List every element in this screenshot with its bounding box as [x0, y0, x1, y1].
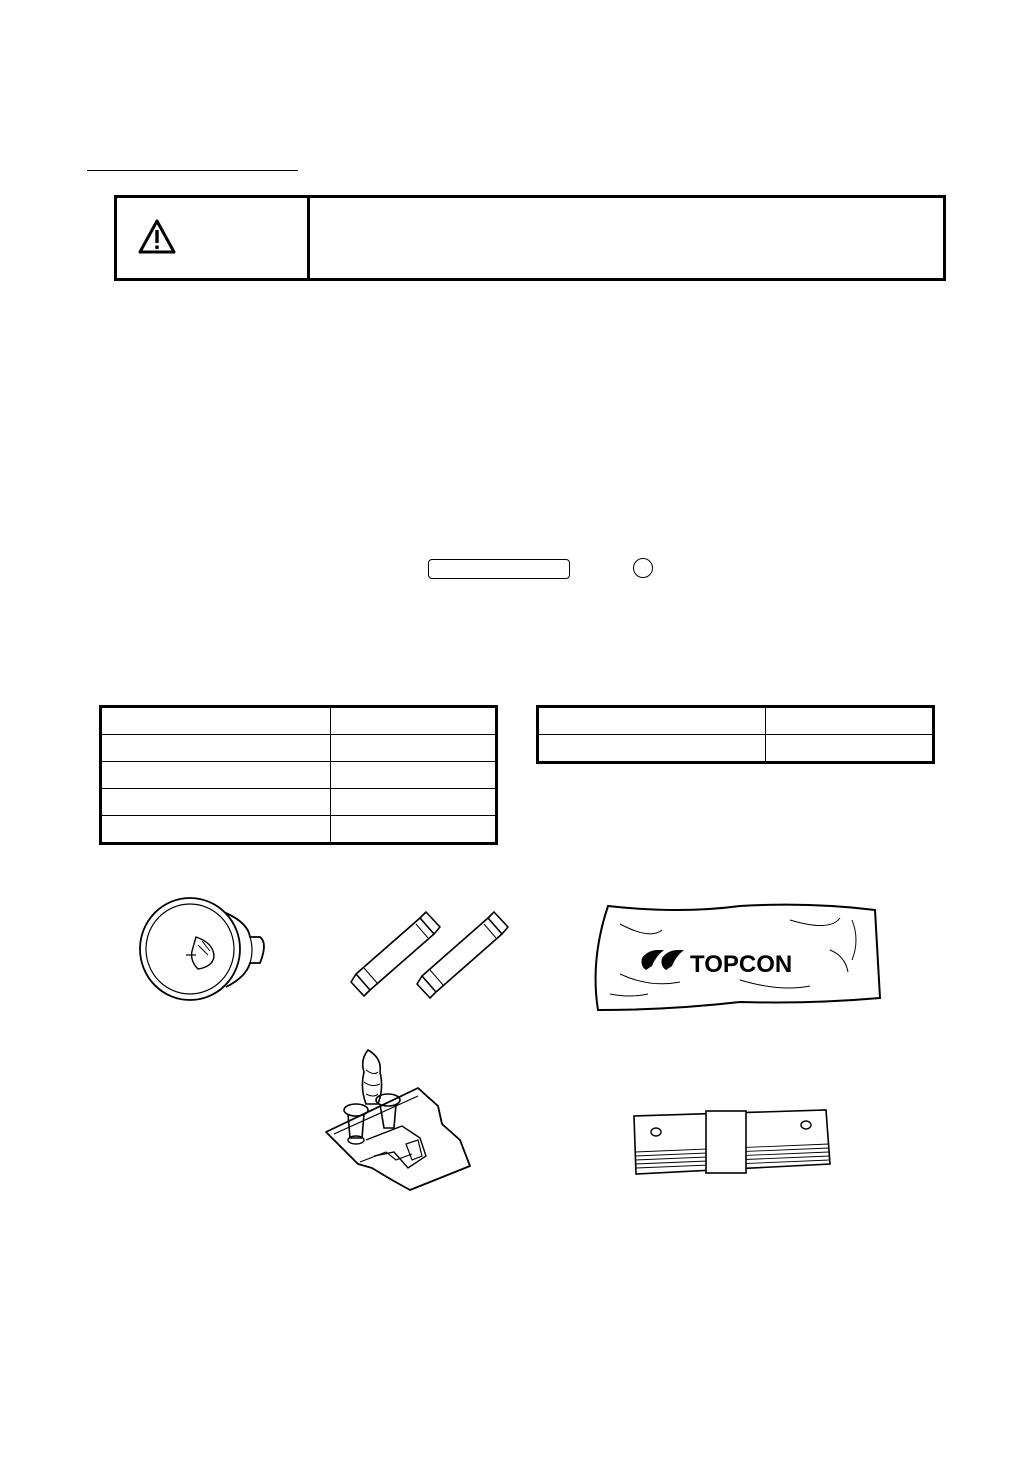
table-row [538, 707, 934, 735]
topcon-logo [642, 950, 793, 978]
warning-triangle-icon [137, 218, 177, 256]
table-cell [331, 735, 497, 762]
fuses-illustration [350, 910, 510, 998]
accessory-table-1 [99, 705, 498, 845]
dust-cover-illustration [590, 900, 892, 1015]
table-cell [101, 735, 331, 762]
table-cell [538, 735, 766, 763]
step-number-circle [633, 558, 653, 578]
table-cell [766, 707, 934, 735]
table-cell [331, 789, 497, 816]
table-cell [101, 816, 331, 844]
caution-box [114, 195, 946, 281]
accessory-table-2 [536, 705, 935, 764]
chinrest-paper-illustration [630, 1108, 840, 1178]
chinrest-paper-pins-illustration [322, 1048, 474, 1194]
table-cell [101, 762, 331, 789]
table-row [101, 735, 497, 762]
table-row [101, 816, 497, 844]
table-cell [766, 735, 934, 763]
key-label-box [428, 559, 570, 579]
table-cell [331, 816, 497, 844]
table-cell [101, 707, 331, 735]
table-row [101, 789, 497, 816]
table-row [538, 735, 934, 763]
table-cell [538, 707, 766, 735]
table-cell [331, 762, 497, 789]
table-cell [331, 707, 497, 735]
table-row [101, 762, 497, 789]
halogen-lamp-illustration [138, 893, 268, 1003]
caution-label-cell [117, 198, 310, 278]
caution-text-cell [310, 198, 943, 278]
topcon-logo-text: TOPCON [690, 951, 793, 978]
table-cell [101, 789, 331, 816]
table-row [101, 707, 497, 735]
section-heading-underline [87, 170, 298, 171]
